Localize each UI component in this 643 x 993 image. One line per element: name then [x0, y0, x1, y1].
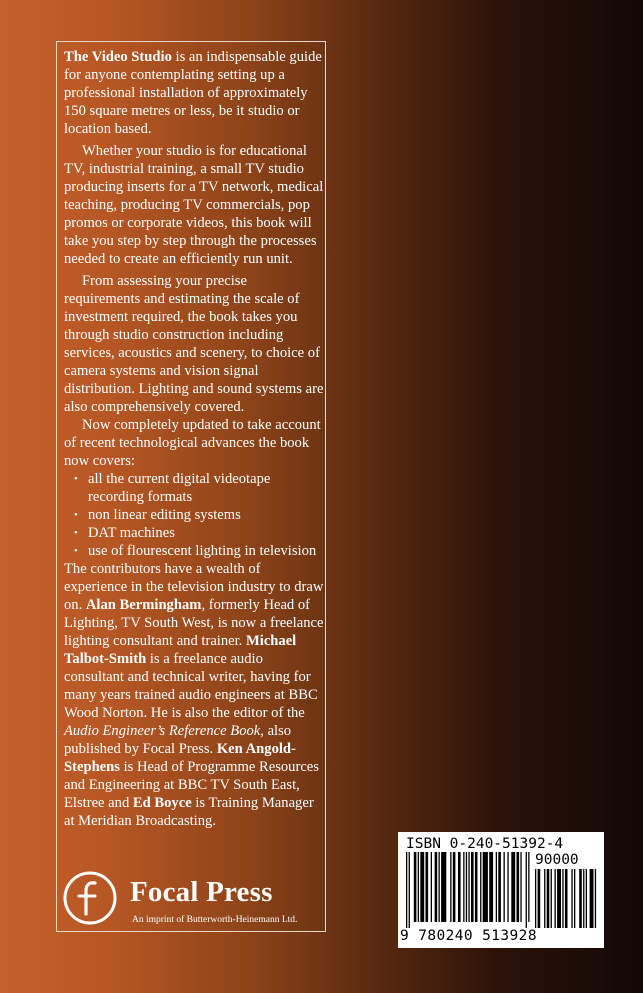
barcode-bar — [590, 869, 594, 928]
barcode-bar — [498, 852, 501, 922]
contributors-text: is a freelance audio consultant and technical writer, having for many years trained audio engineers at BBC Wood Norton. He is also the editor of the — [64, 651, 318, 721]
barcode-bar — [579, 869, 582, 928]
barcode-bar — [441, 852, 446, 922]
contributor-name: Michael Talbot-Smith — [64, 633, 297, 667]
barcode-bar — [507, 852, 508, 922]
referenced-book-title: Audio Engineer’s Reference Book — [64, 723, 261, 739]
barcode-bar — [571, 869, 572, 928]
barcode-bar — [496, 852, 497, 922]
barcode-bar — [426, 852, 429, 922]
barcode-bar — [538, 869, 541, 928]
barcode-bar — [511, 852, 515, 922]
barcode-bar — [489, 852, 493, 922]
barcode-bar — [517, 852, 520, 922]
barcode-bar — [535, 869, 536, 928]
publisher-imprint: An imprint of Butterworth-Heinemann Ltd. — [132, 915, 298, 925]
barcode-bar — [466, 852, 467, 922]
barcode-bar — [551, 869, 552, 928]
publisher-name: Focal Press — [130, 876, 273, 908]
barcode-bar — [526, 852, 527, 928]
barcode-bar — [528, 852, 529, 922]
barcode-bar — [574, 869, 575, 928]
blurb-paragraph-4: Now completely updated to take account of recent technological advances the book now covers: — [64, 417, 321, 469]
barcode-bar — [458, 852, 461, 922]
contributors-text: The contributors have a wealth of experience in the television industry to draw on. — [64, 561, 324, 613]
barcode-bar — [595, 869, 596, 928]
barcode-bar — [565, 869, 568, 928]
contributors-text: , also published by Focal Press. — [64, 723, 292, 757]
addon-barcode-icon — [535, 869, 597, 928]
barcode-bar — [468, 852, 469, 922]
barcode-bar — [420, 852, 424, 922]
barcode-bar — [483, 852, 488, 922]
back-cover-blurb — [64, 48, 326, 830]
barcode-bar — [557, 869, 561, 928]
covered-topics-list — [64, 470, 326, 560]
barcode-bar — [463, 852, 464, 922]
barcode-bar — [414, 852, 417, 922]
ean-barcode-icon — [406, 852, 533, 928]
contributor-name: Ken Angold-Stephens — [64, 741, 296, 775]
barcode-bar — [583, 869, 584, 928]
contributors-text: , formerly Head of Lighting, TV South West, is now a freelance lighting consultant and trainer. — [64, 597, 324, 649]
barcode-bar — [439, 852, 440, 922]
focal-press-f-logo-icon — [62, 870, 118, 926]
contributor-name: Alan Bermingham — [85, 597, 202, 613]
blurb-paragraph-1-text: is an indispensable guide for anyone contemplating setting up a professional installation of approximately 150 square metres or less, be it studio or location based. — [64, 49, 322, 137]
barcode-bar — [453, 852, 456, 922]
barcode-bar — [431, 852, 432, 922]
price-code: 90000 — [535, 852, 579, 868]
list-item: • DAT machines — [74, 524, 326, 542]
barcode-bar — [435, 852, 438, 922]
publisher-block — [62, 870, 332, 930]
ean-number: 9 780240 513928 — [400, 928, 537, 944]
barcode-bar — [562, 869, 563, 928]
blurb-paragraph-3: From assessing your precise requirements and estimating the scale of investment required, the book takes you through studio construction including services, acoustics and scenery, to choice of camera systems and vision signal distribution. Lighting and sound systems are also comprehensively covered. — [64, 273, 324, 415]
barcode-bar — [547, 869, 550, 928]
barcode-bar — [450, 852, 451, 922]
blurb-paragraph-1 — [64, 48, 326, 138]
barcode-bar — [520, 852, 521, 922]
list-item: • all the current digital videotape recording formats — [74, 470, 326, 506]
isbn-number: ISBN 0-240-51392-4 — [406, 836, 564, 852]
book-title: The Video Studio — [64, 49, 172, 65]
barcode-bar — [409, 852, 410, 928]
barcode-bar — [555, 869, 556, 928]
barcode-bar — [471, 852, 474, 922]
contributor-name: Ed Boyce — [132, 795, 192, 811]
list-item: • use of flourescent lighting in television — [74, 542, 326, 560]
barcode-bar — [475, 852, 478, 922]
barcode-bar — [406, 852, 407, 928]
barcode-bar — [586, 869, 587, 928]
contributors-text: is Training Manager at Meridian Broadcasting. — [64, 795, 314, 829]
barcode-panel — [398, 832, 604, 948]
list-item: • non linear editing systems — [74, 506, 326, 524]
barcode-bar — [544, 869, 545, 928]
blurb-paragraph-2: Whether your studio is for educational TV, industrial training, a small TV studio producing inserts for a TV network, medical teaching, producing TV commercials, pop promos or corporate videos, this book will take you step by step through the processes needed to create an efficiently run unit. — [64, 143, 324, 267]
contributors-paragraph — [64, 560, 326, 830]
contributors-text: is Head of Programme Resources and Engineering at BBC TV South East, Elstree and — [64, 759, 319, 811]
barcode-bar — [418, 852, 419, 922]
barcode-bar — [504, 852, 505, 922]
barcode-bar — [480, 852, 481, 922]
